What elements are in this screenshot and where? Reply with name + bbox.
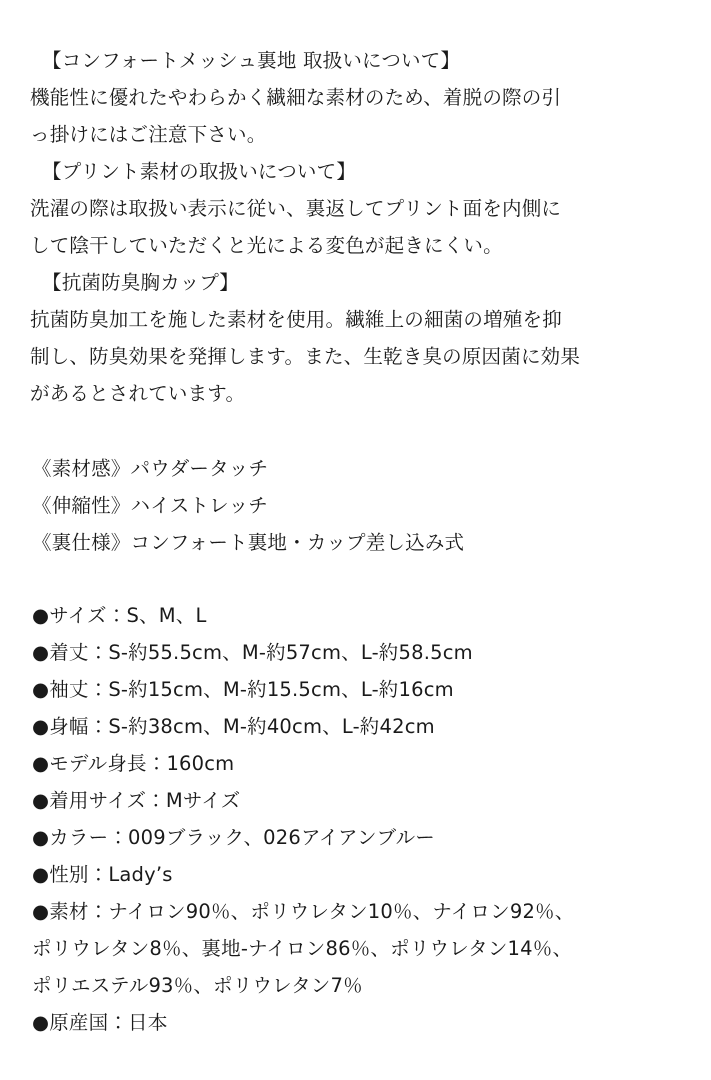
feature-line-lining: 《裏仕様》コンフォート裏地・カップ差し込み式 bbox=[32, 531, 465, 554]
spec-line-body-length: ●着丈：S-約55.5cm、M-約57cm、L-約58.5cm bbox=[32, 641, 473, 664]
care-section-body-line: 制し、防臭効果を発揮します。また、生乾き臭の原因菌に効果 bbox=[30, 345, 581, 368]
specification-list-section bbox=[30, 597, 681, 1041]
spec-line-country-of-origin: ●原産国：日本 bbox=[32, 1011, 168, 1034]
care-section-heading: 【プリント素材の取扱いについて】 bbox=[42, 160, 357, 183]
care-section-heading: 【コンフォートメッシュ裏地 取扱いについて】 bbox=[42, 49, 461, 72]
spec-line-chest-width: ●身幅：S-約38cm、M-約40cm、L-約42cm bbox=[32, 715, 435, 738]
care-instructions-section bbox=[30, 42, 681, 412]
care-section-body-line: 抗菌防臭加工を施した素材を使用。繊維上の細菌の増殖を抑 bbox=[30, 308, 562, 331]
spec-line-size: ●サイズ：S、M、L bbox=[32, 604, 207, 627]
care-section-body-line: して陰干していただくと光による変色が起きにくい。 bbox=[30, 234, 503, 257]
spec-line-material-cont: ポリエステル93％、ポリウレタン7％ bbox=[32, 974, 363, 997]
section-divider-spacer bbox=[30, 412, 681, 450]
care-section-antibacterial-cup bbox=[30, 264, 681, 412]
care-section-body-line: があるとされています。 bbox=[30, 382, 246, 405]
spec-line-worn-size: ●着用サイズ：Mサイズ bbox=[32, 789, 241, 812]
care-section-body-line: 洗濯の際は取扱い表示に従い、裏返してプリント面を内側に bbox=[30, 197, 562, 220]
spec-line-material-cont: ポリウレタン8％、裏地-ナイロン86％、ポリウレタン14％、 bbox=[32, 937, 573, 960]
spec-line-gender: ●性別：Lady’s bbox=[32, 863, 173, 886]
feature-line-stretch: 《伸縮性》ハイストレッチ bbox=[32, 494, 269, 517]
spec-line-model-height: ●モデル身長：160cm bbox=[32, 752, 235, 775]
spec-line-sleeve-length: ●袖丈：S-約15cm、M-約15.5cm、L-約16cm bbox=[32, 678, 454, 701]
spec-line-material: ●素材：ナイロン90％、ポリウレタン10％、ナイロン92％、 bbox=[32, 900, 575, 923]
spec-line-color: ●カラー：009ブラック、026アイアンブルー bbox=[32, 826, 435, 849]
material-feature-section bbox=[30, 450, 681, 561]
care-section-body-line: 機能性に優れたやわらかく繊細な素材のため、着脱の際の引 bbox=[30, 86, 562, 109]
care-section-body-line: っ掛けにはご注意下さい。 bbox=[30, 123, 267, 146]
feature-line-texture: 《素材感》パウダータッチ bbox=[32, 457, 269, 480]
section-divider-spacer bbox=[30, 561, 681, 597]
care-section-print-material bbox=[30, 153, 681, 264]
care-section-mesh-lining bbox=[30, 42, 681, 153]
care-section-heading: 【抗菌防臭胸カップ】 bbox=[42, 271, 240, 294]
